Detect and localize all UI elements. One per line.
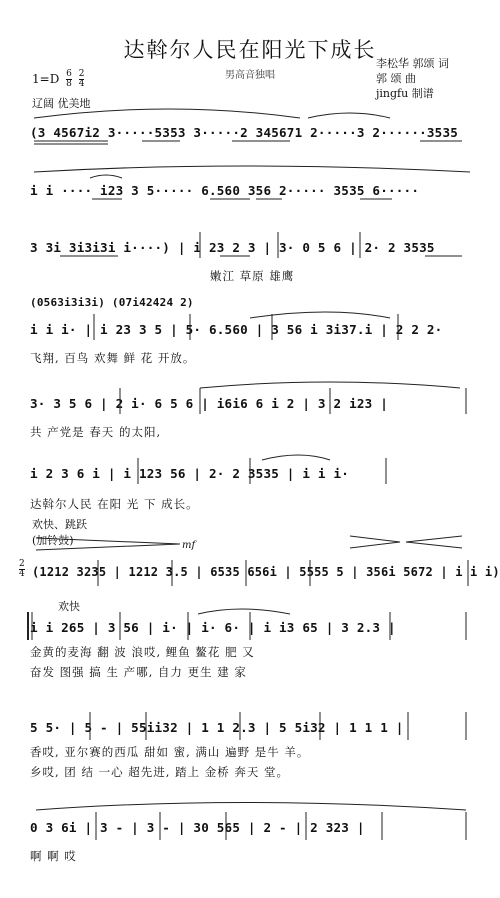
percussion-note: (加铃鼓) [32, 534, 74, 547]
time1-numerator: 6 [66, 69, 72, 79]
lyric-line: 啊 啊 哎 [30, 849, 77, 863]
notation-line: (3 4567i2 3·····5353 3·····2 345671 2·····3 2······3535 [30, 125, 459, 140]
time3-denominator: 4 [19, 569, 25, 579]
lyric-line: 达斡尔人民 在阳 光 下 成长。 [30, 497, 199, 511]
lyric-line: 香哎, 亚尔赛的西瓜 甜如 蜜, 满山 遍野 是牛 羊。 [30, 745, 310, 759]
notation-line: 5 5· | 5 - | 55ii32 | 1 1 2.3 | 5 5i32 | 1 1 1 | [30, 720, 404, 735]
time2-numerator: 2 [78, 69, 85, 79]
notation-line: (0563i3i3i) (07i42424 2) [30, 296, 194, 309]
notation-line: 3 3i 3i3i3i i····) | i 23 2 3 | 3· 0 5 6 | 2· 2 3535 [30, 240, 435, 255]
notation-line: (1212 3235 | 1212 3.5 | 6535 656i | 5555 5 | 356i 5672 | i i i) [32, 565, 500, 579]
song-title: 达斡尔人民在阳光下成长 [123, 38, 377, 62]
dynamic-marking: mf [182, 540, 196, 551]
lyric-line: 奋发 图强 搞 生 产哪, 自力 更生 建 家 [30, 665, 247, 679]
lyric-line: 乡哎, 团 结 一心 超先进, 踏上 金桥 奔天 堂。 [30, 765, 290, 779]
tempo-marking: 辽阔 优美地 [32, 97, 91, 110]
credit-lyricist: 李松华 郭颂 词 [376, 57, 449, 70]
notation-line: i i i· | i 23 3 5 | 5· 6.560 | 3 56 i 3i37.i | 2 2 2· [30, 322, 443, 337]
key-label: 1=D [32, 72, 60, 86]
tempo-marking-2: 欢快、跳跃 [32, 518, 87, 531]
tempo-marking-3: 欢快 [58, 600, 80, 613]
credit-engraver: jingfu 制谱 [376, 87, 434, 100]
lyric-line: 飞翔, 百鸟 欢舞 鲜 花 开放。 [30, 351, 196, 365]
time1-denominator: 8 [66, 79, 72, 89]
lyric-line: 金黄的麦海 翻 波 浪哎, 鲤鱼 鳌花 肥 又 [30, 645, 255, 659]
credits [376, 56, 449, 101]
notation-line: i i 265 | 3 56 | i· | i· 6· | i i3 65 | 3 2.3 | [30, 620, 396, 635]
notation-line: i 2 3 6 i | i 123 56 | 2· 2 3535 | i i i· [30, 466, 350, 481]
notation-line: i i ···· i23 3 5····· 6.560 356 2····· 3535 6····· [30, 183, 420, 198]
time3 [19, 560, 25, 579]
lyric-line: 共 产党是 春天 的太阳, [30, 425, 162, 439]
key-signature [32, 70, 84, 89]
credit-composer: 郭 颂 曲 [376, 72, 416, 85]
time3-numerator: 2 [19, 559, 25, 569]
time-signature-2 [79, 70, 85, 89]
time2-denominator: 4 [78, 79, 85, 89]
notation-line: 0 3 6i | 3 - | 3 - | 30 565 | 2 - | 2 323 | [30, 820, 365, 835]
lyric-line: 嫩江 草原 雄鹰 [210, 269, 295, 283]
time-signature-1 [66, 70, 72, 89]
performance-note: 男高音独唱 [225, 70, 275, 81]
notation-line: 3· 3 5 6 | 2 i· 6 5 6 | i6i6 6 i 2 | 3 2 i23 | [30, 396, 388, 411]
time-signature-change [16, 560, 25, 579]
